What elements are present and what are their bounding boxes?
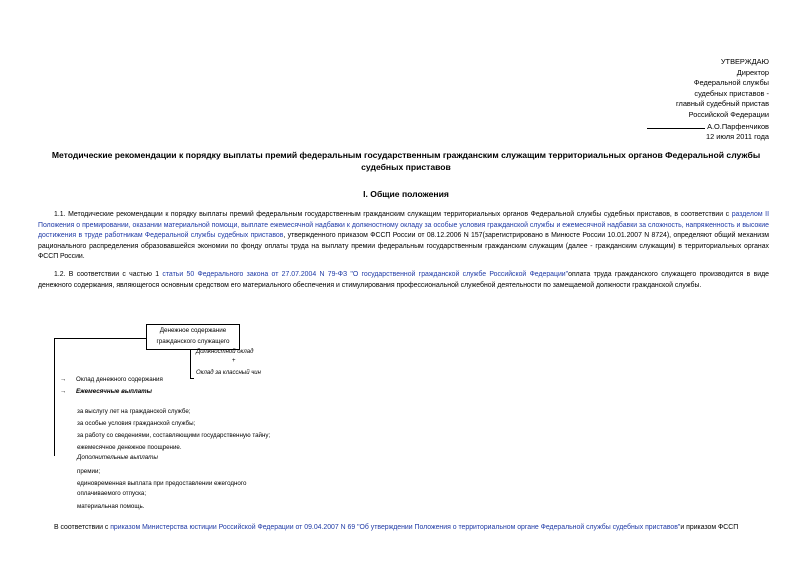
approval-position: Директор	[736, 67, 769, 77]
brace-top-label: Должностной оклад	[196, 349, 254, 355]
additional-item-3: оплачиваемого отпуска;	[77, 490, 147, 497]
approval-block	[569, 57, 769, 143]
tree-salary	[60, 375, 163, 384]
additional-item-4: материальная помощь.	[77, 503, 145, 510]
approval-role: главный судебный пристав	[675, 99, 769, 109]
arrow-icon: →	[60, 388, 67, 395]
diagram-connector-v	[54, 338, 55, 456]
approval-signature-row	[569, 121, 769, 133]
brace-plus: +	[232, 358, 236, 364]
footer-paragraph	[54, 524, 774, 531]
diagram-root-box	[146, 324, 240, 350]
additional-item-2: единовременная выплата при предоставлении ежегодного	[77, 480, 247, 487]
diagram-brace-bottom	[190, 378, 194, 379]
paragraph-1-2	[38, 270, 769, 291]
document-title: Методические рекомендации к порядку выплаты премий федеральным государственным гражданским служащим территориальных органов Федеральной службы судебных приставов	[51, 150, 761, 172]
arrow-icon: →	[60, 376, 67, 383]
approval-date: 12 июля 2011 года	[706, 132, 769, 142]
paragraph-1-1	[38, 210, 769, 263]
p1-link[interactable]: разделом II Положения о премировании, оказании материальной помощи, выплате ежемесячной надбавки к должностному окладу за особые условия гражданской службы и ежемесячной надбавки за сложность, напряженность и высокие достижения в труде работникам Федеральной службы судебных приставов	[38, 211, 769, 240]
diagram-brace-v	[190, 349, 191, 379]
box-line-2: гражданского служащего	[156, 338, 230, 345]
salary-label: Оклад денежного содержания	[76, 376, 163, 383]
monthly-item-3: за работу со сведениями, составляющими государственную тайну;	[77, 432, 271, 439]
brace-bottom-label: Оклад за классный чин	[196, 370, 261, 376]
box-line-1: Денежное содержание	[159, 327, 227, 334]
approval-signer: А.О.Парфенчиков	[707, 121, 769, 131]
p2-text-a: 1.2. В соответствии с частью 1	[54, 271, 163, 278]
approval-org-2: судебных приставов -	[694, 88, 769, 98]
approval-title: УТВЕРЖДАЮ	[720, 57, 769, 66]
monthly-item-2: за особые условия гражданской службы;	[77, 420, 196, 427]
p2-link[interactable]: статьи 50 Федерального закона от 27.07.2004 N 79-ФЗ "О государственной гражданской службе Российской Федерации"	[162, 271, 569, 278]
signature-line	[647, 121, 705, 129]
p2-text-b: оплата труда гражданского служащего производится в виде денежного содержания, являющегося основным средством его материального обеспечения и стимулирования профессиональной служебной деятельности по замещаемой должности гражданской службы.	[38, 271, 769, 289]
additional-label: Дополнительные выплаты	[77, 454, 158, 461]
approval-country: Российской Федерации	[688, 109, 769, 119]
tree-monthly	[60, 387, 152, 396]
section-heading: I. Общие положения	[363, 189, 449, 199]
approval-org: Федеральной службы	[693, 78, 769, 88]
p1-text-a: 1.1. Методические рекомендации к порядку выплаты премий федеральным государственным гражданским служащим территориальных органов Федеральной службы судебных приставов, в соответствии с	[54, 211, 732, 218]
diagram-connector-h	[54, 338, 146, 339]
p1-text-b: , утвержденного приказом ФССП России от 08.12.2006 N 157(зарегистрировано в Минюсте России 10.01.2007 N 8724), определяют общий механизм рационального распределения образовавшейся экономии по фонду оплаты труда на выплату премии федеральным государственным гражданским служащим (далее - гражданским служащим) в территориальных органах ФССП России.	[38, 232, 769, 261]
additional-item-1: премии;	[77, 468, 101, 475]
monthly-label: Ежемесячные выплаты	[76, 388, 152, 395]
monthly-item-1: за выслугу лет на гражданской службе;	[77, 408, 191, 415]
footer-text-b: и приказом ФССП	[680, 524, 739, 531]
footer-link[interactable]: приказом Министерства юстиции Российской Федерации от 09.04.2007 N 69 "Об утверждении Положения о территориальном органе Федеральной службы судебных приставов"	[110, 524, 681, 531]
footer-text-a: В соответствии с	[54, 524, 111, 531]
monthly-item-4: ежемесячное денежное поощрение.	[77, 444, 182, 451]
diagram-brace-top	[190, 349, 194, 350]
